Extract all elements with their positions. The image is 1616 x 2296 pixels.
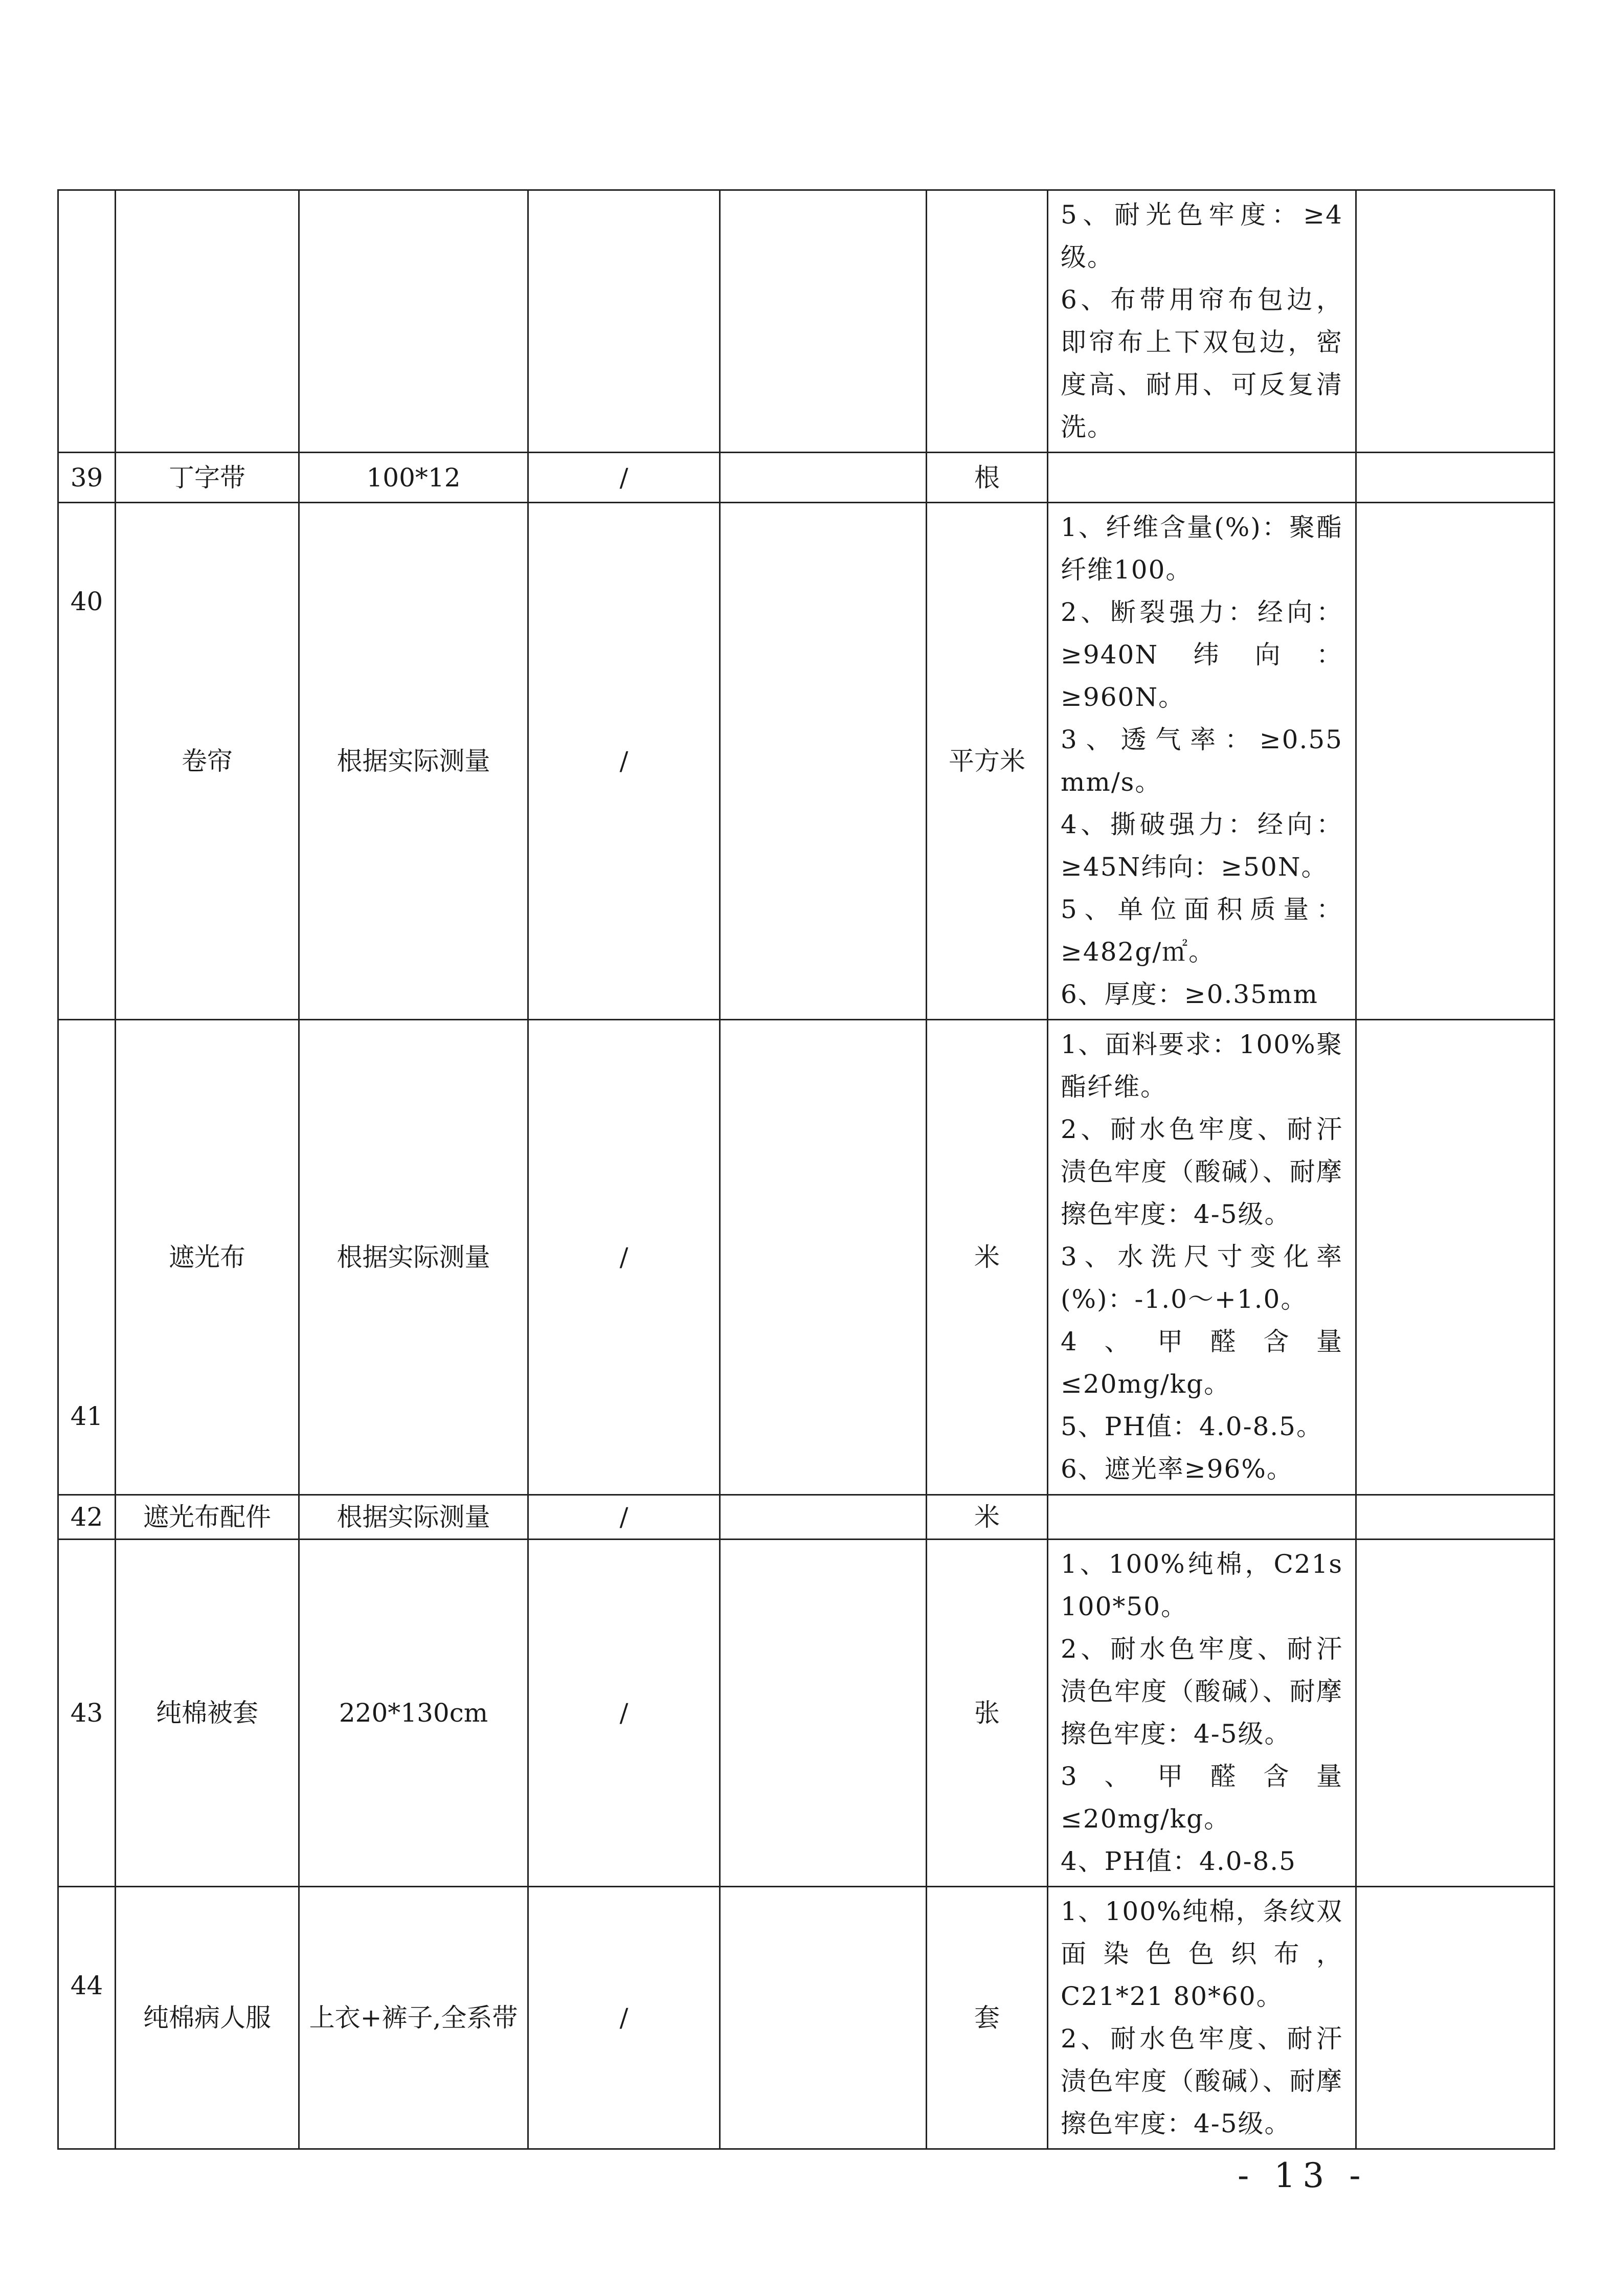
item-remark-cell bbox=[1356, 1495, 1555, 1540]
item-requirements-cell bbox=[1048, 453, 1356, 503]
item-brand-cell: / bbox=[528, 1540, 720, 1887]
item-size-cell: 根据实际测量 bbox=[299, 1020, 528, 1495]
item-size-cell: 根据实际测量 bbox=[299, 1495, 528, 1540]
item-number-cell: 42 bbox=[58, 1495, 116, 1540]
item-size-cell: 上衣+裤子,全系带 bbox=[299, 1887, 528, 2149]
table-row bbox=[58, 503, 1555, 1020]
item-name-cell: 遮光布配件 bbox=[116, 1495, 299, 1540]
item-requirements-cell bbox=[1048, 1540, 1356, 1887]
requirement-line: 4、撕破强力：经向：≥45N纬向：≥50N。 bbox=[1061, 810, 1343, 882]
item-requirements-cell bbox=[1048, 1495, 1356, 1540]
item-requirements-cell bbox=[1048, 190, 1356, 453]
item-brand-cell: / bbox=[528, 1495, 720, 1540]
item-unit-cell: 张 bbox=[927, 1540, 1048, 1887]
item-number-cell: 44 bbox=[58, 1887, 116, 2149]
item-unit-cell: 米 bbox=[927, 1495, 1048, 1540]
item-unit-cell: 根 bbox=[927, 453, 1048, 503]
item-requirements-cell bbox=[1048, 503, 1356, 1020]
spec-table bbox=[57, 189, 1555, 2150]
item-model-cell bbox=[720, 503, 927, 1020]
item-name-cell: 卷帘 bbox=[116, 503, 299, 1020]
item-remark-cell bbox=[1356, 453, 1555, 503]
requirement-line: 2、断裂强力：经向：≥940N纬向：≥960N。 bbox=[1061, 597, 1343, 712]
item-size-cell: 220*130cm bbox=[299, 1540, 528, 1887]
requirement-line: 3、甲醛含量≤20mg/kg。 bbox=[1061, 1762, 1343, 1834]
requirement-line: 5、PH值：4.0-8.5。 bbox=[1061, 1412, 1323, 1441]
requirement-line: 4、甲醛含量≤20mg/kg。 bbox=[1061, 1327, 1343, 1399]
item-brand-cell bbox=[528, 190, 720, 453]
item-remark-cell bbox=[1356, 1887, 1555, 2149]
requirement-line: 5、单位面积质量：≥482g/㎡。 bbox=[1061, 895, 1343, 967]
requirement-line: 2、耐水色牢度、耐汗渍色牢度（酸碱）、耐摩擦色牢度：4-5级。 bbox=[1061, 1634, 1343, 1749]
requirement-line: 5、耐光色牢度：≥4级。 bbox=[1061, 200, 1343, 272]
item-model-cell bbox=[720, 1887, 927, 2149]
item-brand-cell: / bbox=[528, 1020, 720, 1495]
item-remark-cell bbox=[1356, 1540, 1555, 1887]
table-row bbox=[58, 190, 1555, 453]
table-row bbox=[58, 1540, 1555, 1887]
item-number-cell bbox=[58, 190, 116, 453]
requirement-line: 1、纤维含量(%)：聚酯纤维100。 bbox=[1061, 512, 1343, 585]
item-unit-cell: 平方米 bbox=[927, 503, 1048, 1020]
item-number-cell: 41 bbox=[58, 1020, 116, 1495]
table-row bbox=[58, 1020, 1555, 1495]
item-unit-cell: 套 bbox=[927, 1887, 1048, 2149]
item-requirements-cell bbox=[1048, 1020, 1356, 1495]
requirement-line: 1、100%纯棉，条纹双面染色色织布，C21*21 80*60。 bbox=[1061, 1897, 1343, 2011]
item-requirements-cell bbox=[1048, 1887, 1356, 2149]
table-row bbox=[58, 1887, 1555, 2149]
item-size-cell: 根据实际测量 bbox=[299, 503, 528, 1020]
requirement-line: 1、面料要求：100%聚酯纤维。 bbox=[1061, 1030, 1343, 1102]
requirement-line: 3、透气率：≥0.55 mm/s。 bbox=[1061, 725, 1343, 797]
table-row bbox=[58, 1495, 1555, 1540]
item-number-cell: 39 bbox=[58, 453, 116, 503]
item-model-cell bbox=[720, 190, 927, 453]
item-model-cell bbox=[720, 1495, 927, 1540]
requirement-line: 6、遮光率≥96%。 bbox=[1061, 1454, 1293, 1484]
item-brand-cell: / bbox=[528, 1887, 720, 2149]
item-name-cell: 丁字带 bbox=[116, 453, 299, 503]
requirement-line: 3、水洗尺寸变化率(%)：-1.0～+1.0。 bbox=[1061, 1242, 1343, 1314]
table-row bbox=[58, 453, 1555, 503]
item-number-cell: 40 bbox=[58, 503, 116, 1020]
page-number: - 13 - bbox=[1238, 2156, 1368, 2195]
requirement-line: 6、布带用帘布包边，即帘布上下双包边，密度高、耐用、可反复清洗。 bbox=[1061, 285, 1343, 442]
item-model-cell bbox=[720, 1020, 927, 1495]
item-remark-cell bbox=[1356, 1020, 1555, 1495]
item-model-cell bbox=[720, 453, 927, 503]
requirement-line: 1、100%纯棉，C21s 100*50。 bbox=[1061, 1549, 1343, 1621]
item-unit-cell: 米 bbox=[927, 1020, 1048, 1495]
item-remark-cell bbox=[1356, 190, 1555, 453]
item-name-cell bbox=[116, 190, 299, 453]
item-model-cell bbox=[720, 1540, 927, 1887]
item-name-cell: 纯棉被套 bbox=[116, 1540, 299, 1887]
item-size-cell: 100*12 bbox=[299, 453, 528, 503]
item-unit-cell bbox=[927, 190, 1048, 453]
item-brand-cell: / bbox=[528, 453, 720, 503]
item-number-cell: 43 bbox=[58, 1540, 116, 1887]
requirement-line: 2、耐水色牢度、耐汗渍色牢度（酸碱）、耐摩擦色牢度：4-5级。 bbox=[1061, 2024, 1343, 2138]
item-size-cell bbox=[299, 190, 528, 453]
item-name-cell: 纯棉病人服 bbox=[116, 1887, 299, 2149]
item-brand-cell: / bbox=[528, 503, 720, 1020]
item-name-cell: 遮光布 bbox=[116, 1020, 299, 1495]
requirement-line: 2、耐水色牢度、耐汗渍色牢度（酸碱）、耐摩擦色牢度：4-5级。 bbox=[1061, 1114, 1343, 1229]
requirement-line: 4、PH值：4.0-8.5 bbox=[1061, 1846, 1296, 1876]
item-remark-cell bbox=[1356, 503, 1555, 1020]
requirement-line: 6、厚度：≥0.35mm bbox=[1061, 979, 1318, 1009]
